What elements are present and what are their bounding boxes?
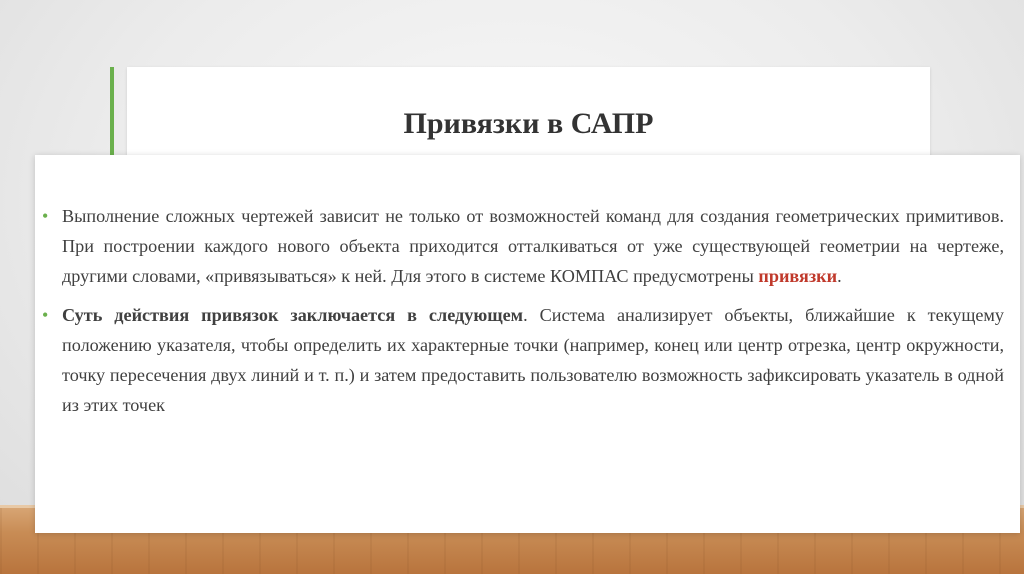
bullet-1-text: Выполнение сложных чертежей зависит не только от возможностей команд для создания геометрических примитивов. При построении каждого нового объекта приходится отталкиваться от уже существующей геометрии на чертеже, другими словами, «привязываться» к ней. Для этого в системе КОМПАС предусмотрены <box>62 206 1004 286</box>
bullet-item-2 <box>42 301 1004 420</box>
bullet-1-highlight: привязки <box>758 265 838 286</box>
bullet-2-text: . Система анализирует объекты, ближайшие к текущему положению указателя, чтобы определить их характерные точки (например, конец или центр отрезка, центр окружности, точку пересечения двух линий и т. п.) и затем предоставить пользователю возможность зафиксировать указатель в одной из этих точек <box>62 305 1005 415</box>
bullet-dot-icon: • <box>42 206 49 226</box>
bullet-dot-icon: • <box>42 305 49 326</box>
title-accent-bar <box>110 67 114 157</box>
bullet-2-bold-lead: Суть действия привязок заключается в следующем <box>62 305 524 326</box>
bullet-1-end: . <box>837 265 842 286</box>
bullet-list <box>42 202 1004 431</box>
slide-title: Привязки в САПР <box>403 107 654 140</box>
bullet-item-1 <box>42 202 1004 291</box>
